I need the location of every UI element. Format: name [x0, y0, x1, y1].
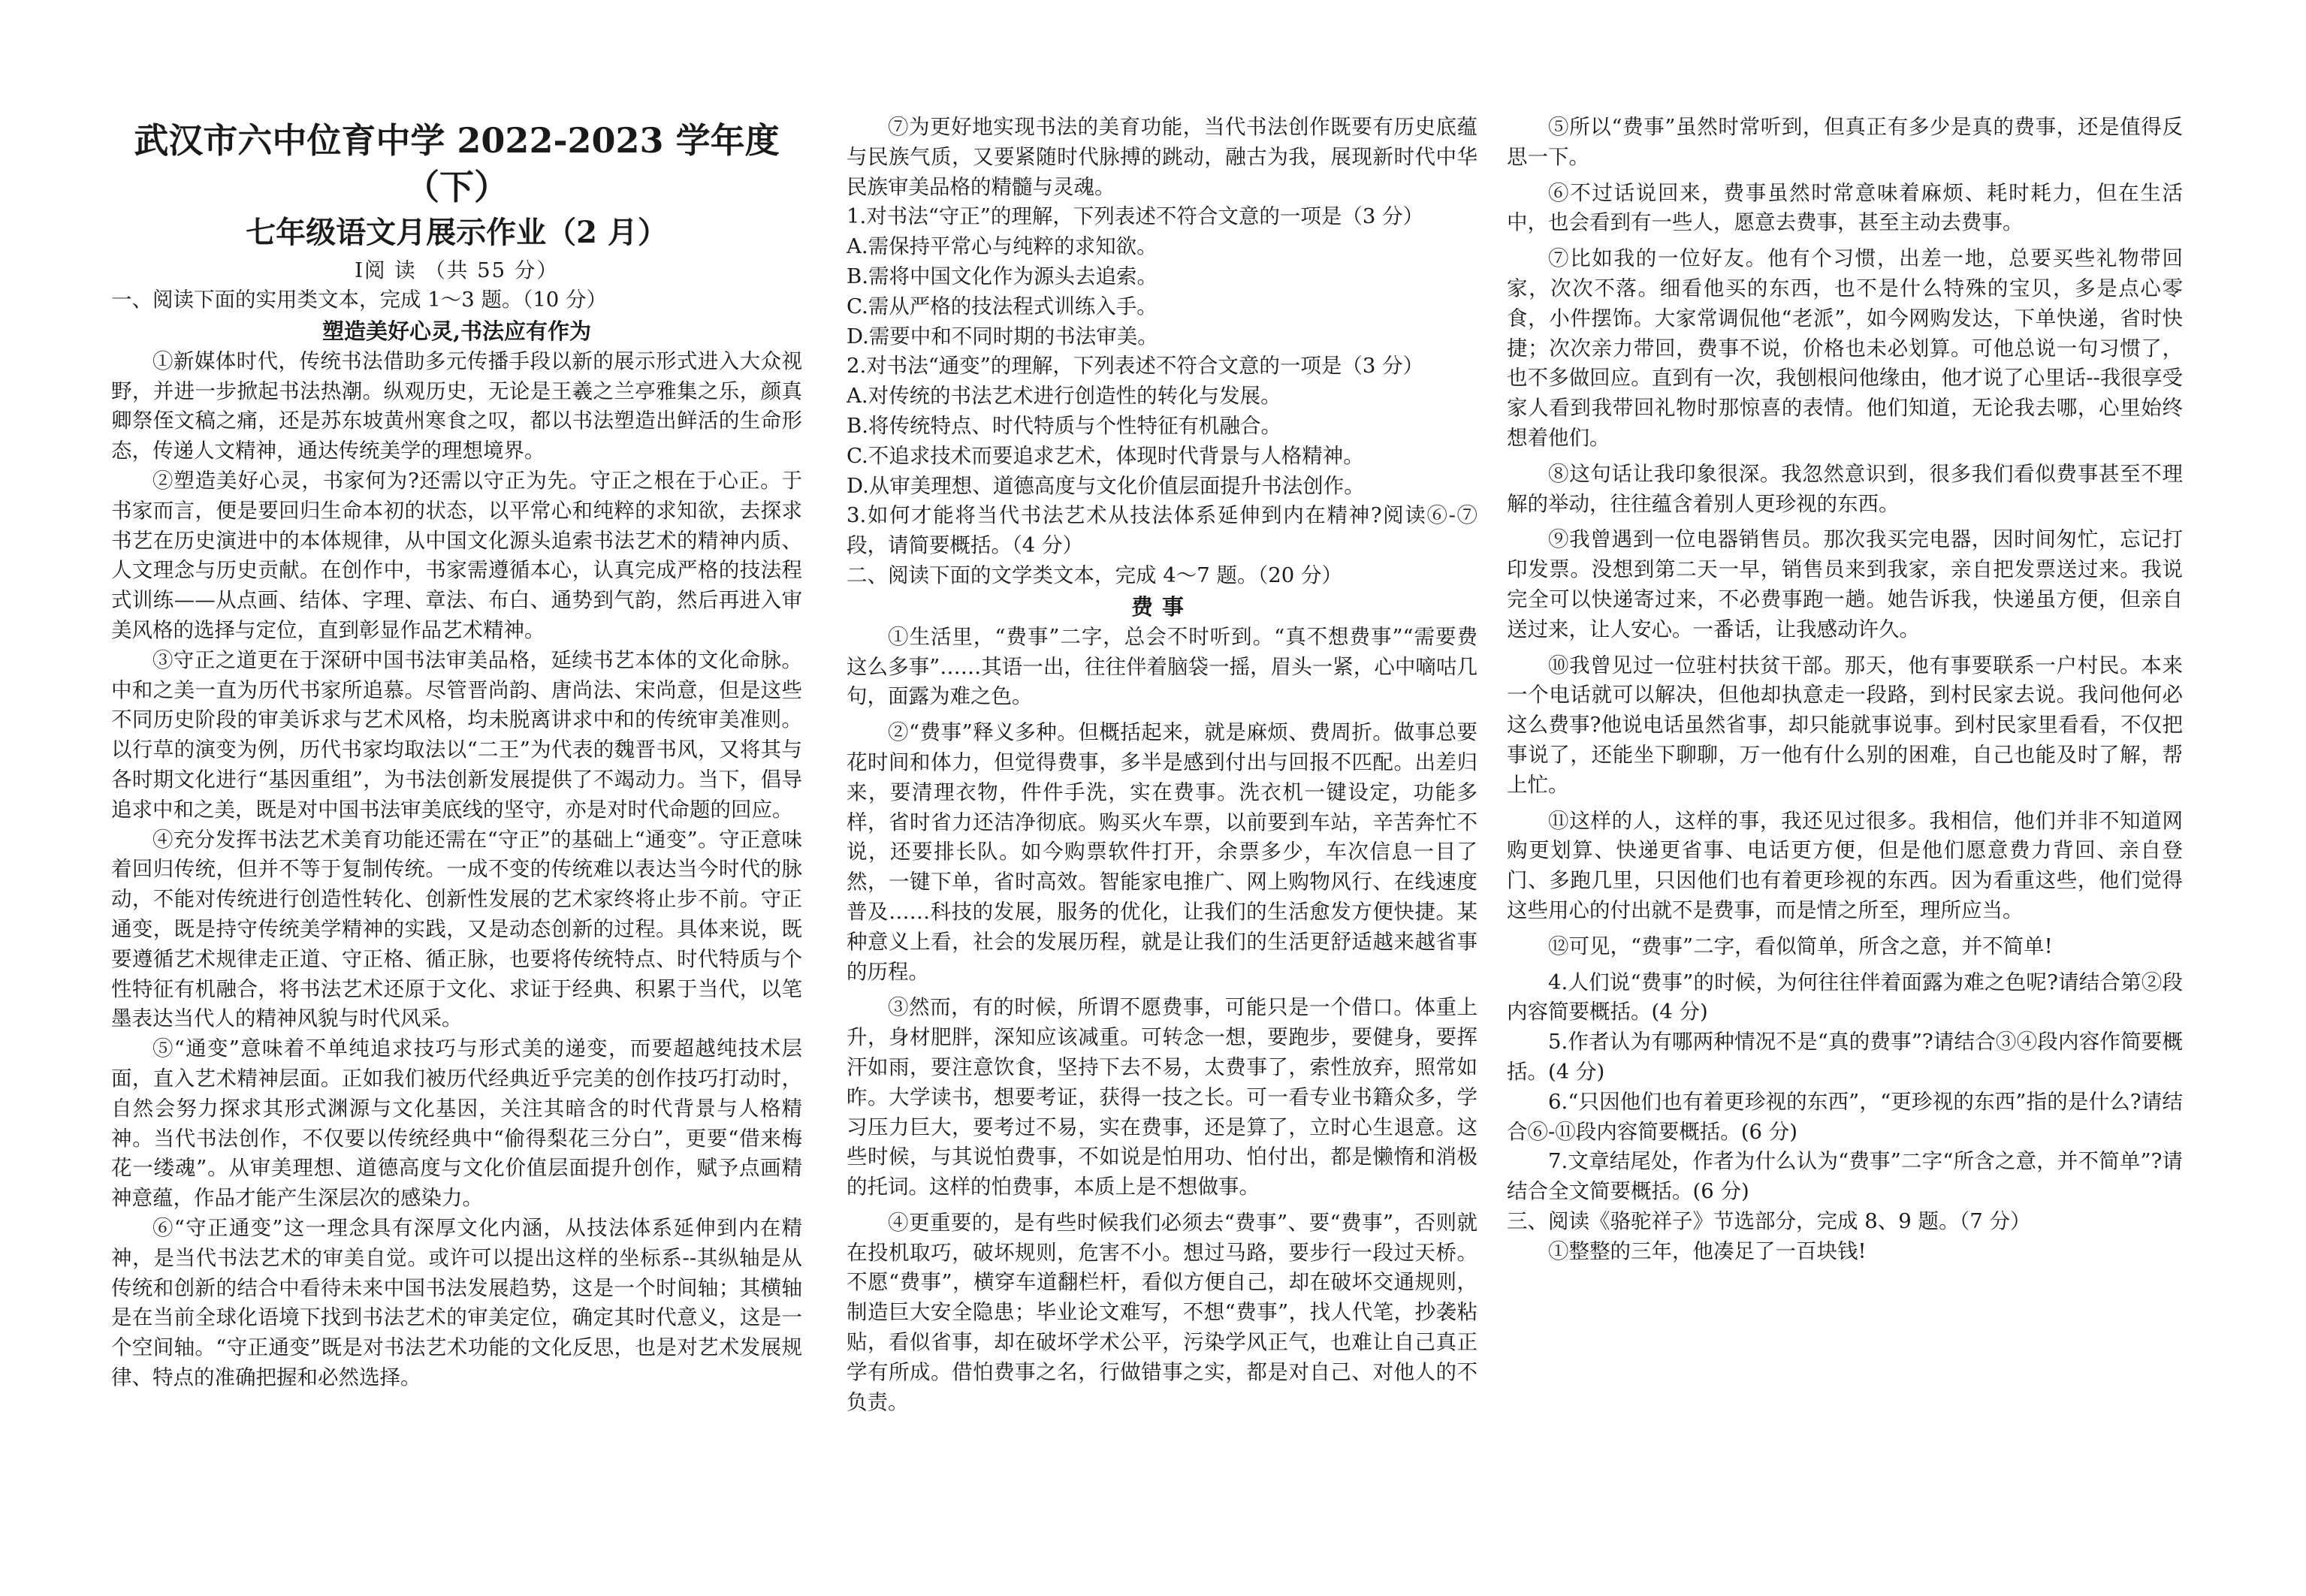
- option: B.需将中国文化作为源头去追索。: [847, 264, 1158, 288]
- article2-paragraph: ⑫可见，“费事”二字，看似简单，所含之意，并不简单!: [1548, 934, 2053, 958]
- part-label: Ⅰ阅 读 （共 55 分）: [355, 258, 559, 282]
- section1-heading: 一、阅读下面的实用类文本，完成 1～3 题。（10 分）: [111, 288, 607, 312]
- option: B.将传统特点、时代特质与个性特征有机融合。: [847, 413, 1281, 438]
- article2-paragraph: ⑧这句话让我印象很深。我忽然意识到，很多我们看似费事甚至不理解的举动，往往蕴含着别人更珍视的东西。: [1507, 461, 2183, 516]
- section2-heading: 二、阅读下面的文学类文本，完成 4～7 题。（20 分）: [847, 563, 1342, 587]
- article2-paragraph: ③然而，有的时候，所谓不愿费事，可能只是一个借口。体重上升，身材肥胖，深知应该减重。可转念一想，要跑步，要健身，要挥汗如雨，要注意饮食，坚持下去不易，太费事了，索性放弃，照常如昨。大学读书，想要考证，获得一技之长。可一看专业书籍众多，学习压力巨大，要考过不易，实在费事，还是算了，立时心生退意。这些时候，与其说怕费事，不如说是怕用功、怕付出，都是懒惰和消极的托词。这样的怕费事，本质上是不想做事。: [847, 995, 1477, 1199]
- column-left: [111, 113, 802, 1393]
- question-3: 3.如何才能将当代书法艺术从技法体系延伸到内在精神?阅读⑥-⑦段，请简要概括。（4 分）: [847, 503, 1477, 558]
- article1-paragraph: ④充分发挥书法艺术美育功能还需在“守正”的基础上“通变”。守正意味着回归传统，但并不等于复制传统。一成不变的传统难以表达当今时代的脉动，不能对传统进行创造性转化、创新性发展的艺术家终将止步不前。守正通变，既是持守传统美学精神的实践，又是动态创新的过程。具体来说，既要遵循艺术规律走正道、守正格、循正脉，也要将传统特点、时代特质与个性特征有机融合，将书法艺术还原于文化、求证于经典、积累于当代，以笔墨表达当代人的精神风貌与时代风采。: [111, 827, 802, 1031]
- article2-title: 费事: [1130, 593, 1193, 620]
- article1-title: 塑造美好心灵,书法应有作为: [321, 318, 592, 344]
- exam-subtitle: 七年级语文月展示作业（2 月）: [246, 215, 668, 250]
- section3-heading: 三、阅读《骆驼祥子》节选部分，完成 8、9 题。（7 分）: [1507, 1208, 2031, 1233]
- option: C.需从严格的技法程式训练入手。: [847, 294, 1158, 318]
- question-2: 2.对书法“通变”的理解，下列表述不符合文意的一项是（3 分）: [847, 354, 1424, 379]
- question-4: 4.人们说“费事”的时候，为何往往伴着面露为难之色呢?请结合第②段内容简要概括。(4 分): [1507, 970, 2183, 1024]
- article2-paragraph: ②“费事”释义多种。但概括起来，就是麻烦、费周折。做事总要花时间和体力，但觉得费事，多半是感到付出与回报不匹配。出差归来，要清理衣物，件件手洗，实在费事。洗衣机一键设定，功能多样，省时省力还洁净彻底。购买火车票，以前要到车站，辛苦奔忙不说，还要排长队。如今购票软件打开，余票多少，车次信息一目了然，一键下单，省时高效。智能家电推广、网上购物风行、在线速度普及……科技的发展，服务的优化，让我们的生活愈发方便快捷。某种意义上看，社会的发展历程，就是让我们的生活更舒适越来越省事的历程。: [847, 720, 1477, 984]
- question-5: 5.作者认为有哪两种情况不是“真的费事”?请结合③④段内容作简要概括。(4 分): [1507, 1030, 2183, 1084]
- article2-paragraph: ⑤所以“费事”虽然时常听到，但真正有多少是真的费事，还是值得反思一下。: [1507, 115, 2183, 169]
- article2-paragraph: ⑪这样的人，这样的事，我还见过很多。我相信，他们并非不知道网购更划算、快递更省事、电话更方便，但是他们愿意费力背回、亲自登门、多跑几里，只因他们也有着更珍视的东西。因为看重这些，他们觉得这些用心的付出就不是费事，而是情之所至，理所应当。: [1507, 808, 2183, 922]
- option: A.需保持平常心与纯粹的求知欲。: [847, 234, 1158, 259]
- article2-paragraph: ⑦比如我的一位好友。他有个习惯，出差一地，总要买些礼物带回家，次次不落。细看他买的东西，也不是什么特殊的宝贝，多是点心零食，小件摆饰。大家常调侃他“老派”，如今网购发达，下单快递，省时快捷；次次亲力带回，费事不说，价格也未必划算。可他总说一句习惯了，也不多做回应。直到有一次，我刨根问他缘由，他才说了心里话--我很享受家人看到我带回礼物时那惊喜的表情。他们知道，无论我去哪，心里始终想着他们。: [1507, 246, 2183, 450]
- option: D.从审美理想、道德高度与文化价值层面提升书法创作。: [847, 473, 1365, 498]
- exam-title: 武汉市六中位育中学 2022-2023 学年度（下）: [134, 120, 780, 207]
- column-right: [1507, 113, 2183, 1266]
- option: C.不追求技术而要追求艺术，体现时代背景与人格精神。: [847, 443, 1364, 468]
- option: D.需要中和不同时期的书法审美。: [847, 324, 1158, 348]
- question-6: 6.“只因他们也有着更珍视的东西”，“更珍视的东西”指的是什么?请结合⑥-⑪段内容简要概括。(6 分): [1507, 1089, 2183, 1144]
- option: A.对传统的书法艺术进行创造性的转化与发展。: [847, 384, 1281, 409]
- article1-paragraph: ②塑造美好心灵，书家何为?还需以守正为先。守正之根在于心正。于书家而言，便是要回归生命本初的状态，以平常心和纯粹的求知欲，去探求书艺在历史演进中的本体规律，从中国文化源头追索书法艺术的精神内质、人文理念与历史贡献。在创作中，书家需遵循本心，认真完成严格的技法程式训练——从点画、结体、字理、章法、布白、通势到气韵，然后再进入审美风格的选择与定位，直到彰显作品艺术精神。: [111, 468, 802, 642]
- article1-paragraph: ⑤“通变”意味着不单纯追求技巧与形式美的递变，而要超越纯技术层面，直入艺术精神层面。正如我们被历代经典近乎完美的创作技巧打动时，自然会努力探求其形式渊源与文化基因，关注其暗含的时代背景与人格精神。当代书法创作，不仅要以传统经典中“偷得梨花三分白”，更要“借来梅花一缕魂”。从审美理想、道德高度与文化价值层面提升创作，赋予点画精神意蕴，作品才能产生深层次的感染力。: [111, 1036, 802, 1211]
- article3-paragraph: ①整整的三年，他凑足了一百块钱!: [1548, 1238, 1867, 1263]
- article2-paragraph: ⑩我曾见过一位驻村扶贫干部。那天，他有事要联系一户村民。本来一个电话就可以解决，但他却执意走一段路，到村民家去说。我问他何必这么费事?他说电话虽然省事，却只能就事说事。到村民家里看看，不仅把事说了，还能坐下聊聊，万一他有什么别的困难，自己也能及时了解，帮上忙。: [1507, 653, 2183, 797]
- article1-paragraph: ⑥“守正通变”这一理念具有深厚文化内涵，从技法体系延伸到内在精神，是当代书法艺术的审美自觉。或许可以提出这样的坐标系--其纵轴是从传统和创新的结合中看待未来中国书法发展趋势，这是一个时间轴；其横轴是在当前全球化语境下找到书法艺术的审美定位，确定其时代意义，这是一个空间轴。“守正通变”既是对书法艺术功能的文化反思，也是对艺术发展规律、特点的准确把握和必然选择。: [111, 1215, 802, 1389]
- article2-paragraph: ⑥不过话说回来，费事虽然时常意味着麻烦、耗时耗力，但在生活中，也会看到有一些人，愿意去费事，甚至主动去费事。: [1507, 180, 2183, 235]
- article2-paragraph: ①生活里，“费事”二字，总会不时听到。“真不想费事”“需要费这么多事”……其语一出，往往伴着脑袋一摇，眉头一紧，心中嘀咕几句，面露为难之色。: [847, 624, 1477, 709]
- column-middle: [847, 113, 1477, 1417]
- article2-paragraph: ⑨我曾遇到一位电器销售员。那次我买完电器，因时间匆忙，忘记打印发票。没想到第二天一早，销售员来到我家，亲自把发票送过来。我说完全可以快递寄过来，不必费事跑一趟。她告诉我，快递虽方便，但亲自送过来，让人安心。一番话，让我感动许久。: [1507, 527, 2183, 641]
- article2-paragraph: ④更重要的，是有些时候我们必须去“费事”、要“费事”，否则就在投机取巧，破坏规则，危害不小。想过马路，要步行一段过天桥。不愿“费事”，横穿车道翻栏杆，看似方便自己，却在破坏交通规则，制造巨大安全隐患；毕业论文难写，不想“费事”，找人代笔，抄袭粘贴，看似省事，却在破坏学术公平，污染学风正气，也难让自己真正学有所成。借怕费事之名，行做错事之实，都是对自己、对他人的不负责。: [847, 1210, 1477, 1414]
- question-7: 7.文章结尾处，作者为什么认为“费事”二字“所含之意，并不简单”?请结合全文简要概括。(6 分): [1507, 1149, 2183, 1204]
- article1-paragraph: ①新媒体时代，传统书法借助多元传播手段以新的展示形式进入大众视野，并进一步掀起书法热潮。纵观历史，无论是王羲之兰亭雅集之乐，颜真卿祭侄文稿之痛，还是苏东坡黄州寒食之叹，都以书法塑造出鲜活的生命形态，传递人文精神，通达传统美学的理想境界。: [111, 348, 802, 463]
- article1-paragraph: ③守正之道更在于深研中国书法审美品格，延续书艺本体的文化命脉。中和之美一直为历代书家所追慕。尽管晋尚韵、唐尚法、宋尚意，但是这些不同历史阶段的审美诉求与艺术风格，均未脱离讲求中和的传统审美准则。以行草的演变为例，历代书家均取法以“二王”为代表的魏晋书风，又将其与各时期文化进行“基因重组”，为书法创新发展提供了不竭动力。当下，倡导追求中和之美，既是对中国书法审美底线的坚守，亦是对时代命题的回应。: [111, 647, 802, 822]
- question-1: 1.对书法“守正”的理解，下列表述不符合文意的一项是（3 分）: [847, 204, 1424, 229]
- article1-paragraph: ⑦为更好地实现书法的美育功能，当代书法创作既要有历史底蕴与民族气质，又要紧随时代脉搏的跳动，融古为我，展现新时代中华民族审美品格的精髓与灵魂。: [847, 115, 1477, 199]
